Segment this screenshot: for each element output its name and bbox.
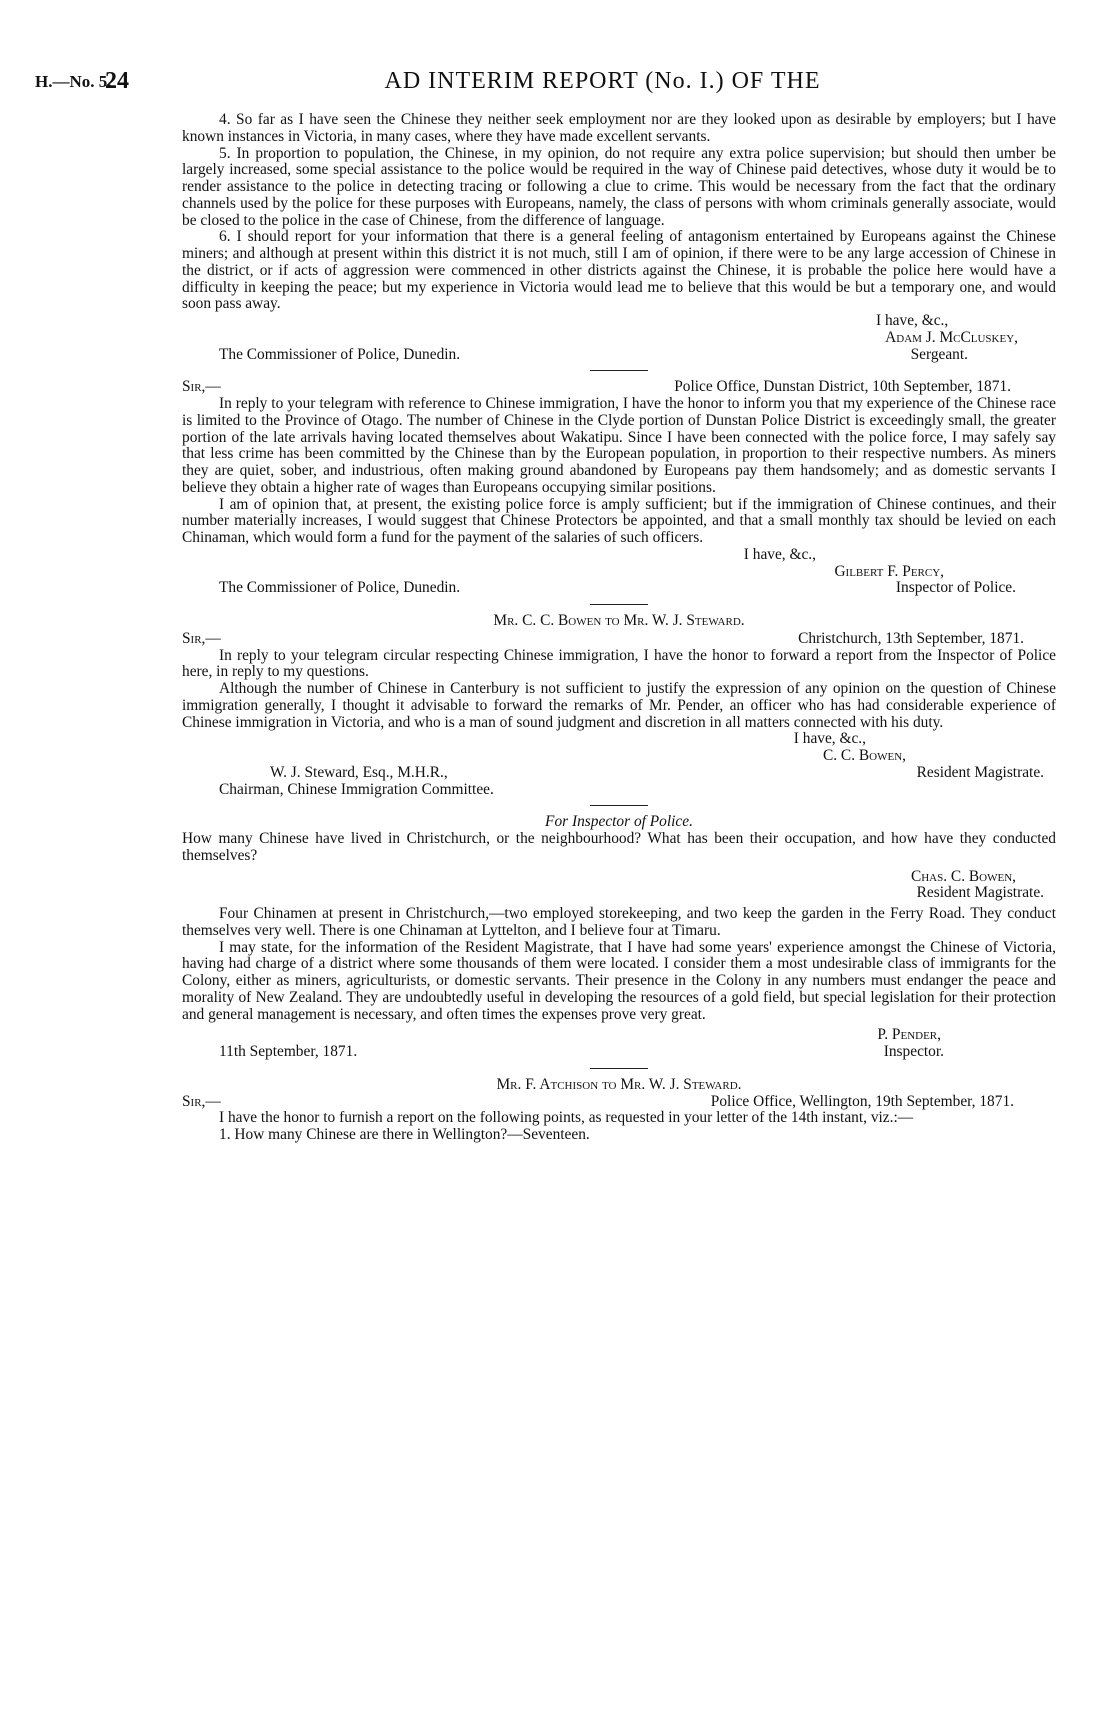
salutation: Sir,— (182, 629, 221, 647)
paragraph: Four Chinamen at present in Christchurch,—two employed storekeeping, and two keep the garden in the Ferry Road. They conduct themselves very well. There is one Chinaman at Lyttelton, and I believe four at Timaru. (182, 905, 1056, 939)
query-heading: For Inspector of Police. (545, 813, 693, 831)
paragraph: In reply to your telegram circular respecting Chinese immigration, I have the honor to forward a report from the Inspector of Police here, in reply to my questions. (182, 646, 1056, 681)
place-date: Police Office, Wellington, 19th September, 1871. (710, 1092, 1014, 1110)
paragraph: I have the honor to furnish a report on the following points, as requested in your letter of the 14th instant, viz.:— (219, 1109, 914, 1127)
section-divider (590, 805, 648, 806)
rank: Inspector of Police. (895, 579, 1016, 597)
section-divider (590, 604, 648, 605)
letter-heading: Mr. C. C. Bowen to Mr. W. J. Steward. (493, 612, 745, 629)
question: How many Chinese have lived in Christchurch, or the neighbourhood? What has been their occupation, and how have they conducted themselves? (182, 830, 1056, 864)
place-date: Police Office, Dunstan District, 10th September, 1871. (674, 378, 1011, 396)
page-number: 24 (105, 68, 129, 94)
paragraph: Although the number of Chinese in Canterbury is not sufficient to justify the expression of any opinion on the question of Chinese immigration generally, I thought it advisable to forward the remarks of Mr. Pender, an officer who has had considerable experience of Chinese immigration in Victoria, and who is a man of sound judgment and discretion in all matters connected with his duty. (182, 680, 1056, 731)
closing: I have, &c., (743, 545, 816, 563)
signature: Chas. C. Bowen, (910, 867, 1016, 885)
signature: Gilbert F. Percy, (834, 562, 944, 580)
atchison-letter (182, 1077, 1056, 1144)
mccluskey-report (182, 112, 1056, 363)
rank: Resident Magistrate. (916, 884, 1044, 902)
closing: I have, &c., (876, 312, 949, 329)
inspector-query (182, 814, 1056, 906)
section-divider (590, 370, 648, 371)
question-item: 1. How many Chinese are there in Wellington?—Seventeen. (219, 1126, 590, 1143)
paragraph-4: 4. So far as I have seen the Chinese they neither seek employment nor are they looked upon as desirable by employers; but I have known instances in Victoria, in many cases, where they have made excellent servants. (182, 111, 1056, 145)
page-header (35, 68, 1080, 96)
percy-report (182, 379, 1056, 597)
section-divider (590, 1068, 648, 1069)
bowen-letter (182, 613, 1056, 798)
addressee: The Commissioner of Police, Dunedin. (219, 345, 461, 363)
salutation: Sir,— (182, 378, 221, 396)
addressee-title: Chairman, Chinese Immigration Committee. (219, 780, 494, 798)
paragraph: I am of opinion that, at present, the existing police force is amply sufficient; but if the immigration of Chinese continues, and their number materially increases, I would suggest that Chinese Protectors be appointed, and that a small monthly tax should be levied on each Chinaman, which would form a fund for the payment of the salaries of such officers. (182, 495, 1056, 546)
rank: Resident Magistrate. (916, 763, 1044, 781)
rank: Inspector. (883, 1043, 944, 1060)
signature: C. C. Bowen, (822, 747, 906, 764)
closing: I have, &c., (793, 730, 866, 748)
paragraph: I may state, for the information of the Resident Magistrate, that I have had some years' experience amongst the Chinese of Victoria, having had charge of a district where some thousands of them were located. I consider them a most undesirable class of immigrants for the Colony, either as miners, agriculturists, or domestic servants. Their presence in the Colony in any numbers must endanger the peace and morality of New Zealand. They are undoubtedly useful in developing the resources of a gold field, but special legislation for their protection and general management is necessary, and often times the expenses prove very great. (182, 938, 1056, 1023)
signature: P. Pender, (877, 1026, 941, 1044)
date: 11th September, 1871. (219, 1043, 358, 1060)
pender-answer (182, 906, 1056, 1061)
paragraph: In reply to your telegram with reference to Chinese immigration, I have the honor to inform you that my experience of the Chinese race is limited to the Province of Otago. The number of Chinese in the Clyde portion of Dunstan Police District is exceedingly small, the greater portion of the late arrivals having located themselves about Wakatipu. Since I have been connected with the police force, I may safely say that less crime has been committed by the Chinese than by the European population, in proportion to their respective numbers. As miners they are quiet, sober, and industrious, often making ground abandoned by Europeans pay them handsomely; and as domestic servants I believe they obtain a higher rate of wages than Europeans occupying similar positions. (182, 395, 1056, 496)
rank: Sergeant. (910, 345, 968, 363)
addressee: The Commissioner of Police, Dunedin. (219, 579, 461, 597)
signature: Adam J. McCluskey, (885, 328, 1018, 346)
paragraph-5: 5. In proportion to population, the Chinese, in my opinion, do not require any extra police supervision; but should then umber be largely increased, some special assistance to the police would be required in the way of Chinese paid detectives, whose duty it would be to render assistance to the police in detecting tracing or following a clue to crime. This would be necessary from the fact that the ordinary channels used by the police for these purposes with Europeans, namely, the class of persons with whom criminals generally associate, would be closed to the police in the case of Chinese, from the difference of language. (182, 144, 1056, 229)
salutation: Sir,— (182, 1092, 221, 1110)
letter-heading: Mr. F. Atchison to Mr. W. J. Steward. (496, 1075, 742, 1093)
page-title: AD INTERIM REPORT (No. I.) OF THE (384, 68, 821, 94)
document-body (182, 112, 1056, 1144)
place-date: Christchurch, 13th September, 1871. (798, 629, 1024, 647)
addressee: W. J. Steward, Esq., M.H.R., (270, 763, 448, 781)
paragraph-6: 6. I should report for your information that there is a general feeling of antagonism entertained by Europeans against the Chinese miners; and although at present within this district it is not much, still I am of opinion, if there were to be any large accession of Chinese in the district, or if acts of aggression were commenced in other districts against the Chinese, it is probable the police here would have a difficulty in keeping the peace; but my experience in Victoria would lead me to believe that this would be but a temporary one, and would soon pass away. (182, 228, 1056, 313)
document-reference: H.—No. 5. (35, 72, 112, 91)
